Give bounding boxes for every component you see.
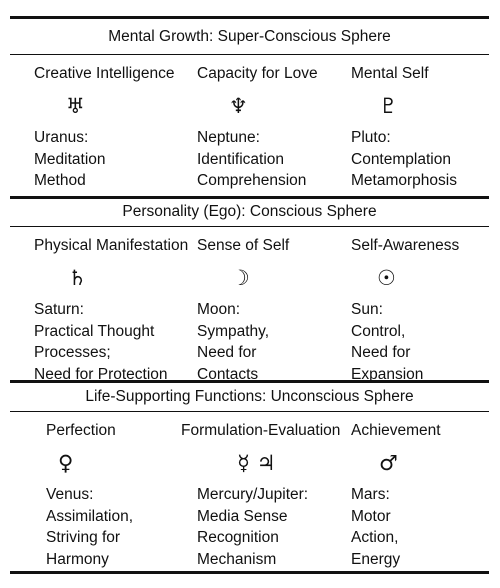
venus-icon: ♀ [58,451,74,475]
text-line: Uranus: [34,129,89,146]
text-line: Motor [351,507,391,525]
text-line: Metamorphosis [351,172,457,189]
text-line: Sun: [351,301,383,318]
text-line: Energy [351,550,401,568]
sun-icon: ☉ [377,266,396,290]
column-title: Creative Intelligence [34,65,175,82]
column-text [34,127,106,192]
column-text [34,299,168,385]
section-3-title-rule [10,411,489,412]
text-line: Contacts [197,365,259,383]
mars-icon: ♂ [379,451,398,475]
text-line: Striving for [46,529,121,546]
text-line: Expansion [351,365,424,383]
section-divider-1 [10,196,489,199]
top-rule [10,16,489,19]
column-text [351,299,423,385]
column-title: Formulation-Evaluation [181,422,341,439]
text-line: Method [34,172,86,189]
column-title: Self-Awareness [351,237,460,254]
text-line: Need for [351,344,411,361]
column-title: Capacity for Love [197,65,318,82]
text-line: Neptune: [197,129,260,146]
section-title: Mental Growth: Super-Conscious Sphere [108,28,391,45]
section-2-title-rule [10,226,489,227]
text-line: Practical Thought [34,322,155,340]
mercury-jupiter-icon: ☿ ♃ [237,451,276,475]
column-text [46,484,133,570]
neptune-icon: ♆ [229,94,248,118]
text-line: Meditation [34,150,106,168]
column-text [197,127,306,192]
column-title: Sense of Self [197,237,290,254]
text-line: Need for [197,344,257,361]
column-title: Perfection [46,422,116,439]
column-title: Achievement [351,422,441,439]
column-title: Physical Manifestation [34,237,189,254]
text-line: Pluto: [351,129,391,146]
column-text [197,299,269,385]
text-line: Processes; [34,344,111,361]
text-line: Assimilation, [46,507,133,525]
text-line: Harmony [46,550,109,568]
text-line: Action, [351,529,399,546]
uranus-icon: ♅ [66,94,85,118]
section-title: Personality (Ego): Conscious Sphere [122,203,377,220]
bottom-rule [10,571,489,574]
text-line: Sympathy, [197,322,270,340]
text-line: Control, [351,322,406,340]
text-line: Mercury/Jupiter: [197,486,309,503]
column-text [197,484,308,570]
section-1-title-rule [10,54,489,55]
column-title: Mental Self [351,65,429,82]
text-line: Need for Protection [34,365,168,383]
text-line: Venus: [46,486,94,503]
spheres-table [10,16,489,576]
text-line: Recognition [197,529,279,546]
column-text [351,127,457,192]
text-line: Saturn: [34,301,84,318]
text-line: Comprehension [197,172,307,189]
pluto-icon: ♇ [379,94,398,118]
column-text [351,484,400,570]
text-line: Contemplation [351,150,451,168]
text-line: Identification [197,150,285,168]
saturn-icon: ♄ [68,266,87,290]
text-line: Moon: [197,301,241,318]
text-line: Media Sense [197,507,288,525]
text-line: Mechanism [197,550,277,568]
text-line: Mars: [351,486,390,503]
section-title: Life-Supporting Functions: Unconscious Sphere [85,388,414,405]
moon-icon: ☽ [231,266,250,290]
